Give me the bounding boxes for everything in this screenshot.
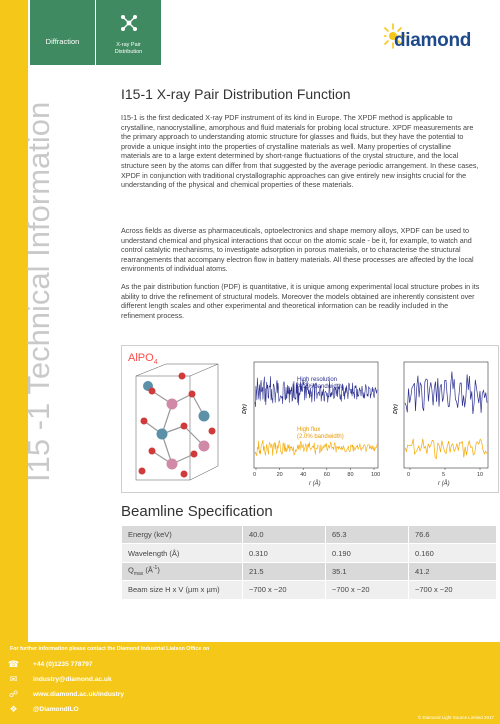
quantitative-paragraph: As the pair distribution function (PDF) is quantitative, it is unique among experimental local structure probes in its ability to drive the refinement of structural models. Moreover the models obtained are inherently consistent over different length scales and other experimental and theoretical information can be readily included in the refinement process.: [121, 282, 480, 320]
x-tick-label: 20: [276, 472, 283, 478]
spec-value: 21.5: [243, 562, 326, 580]
copyright-note: © Diamond Light Source Limited 2017: [417, 715, 494, 720]
spec-value: 0.190: [326, 544, 409, 562]
email-link: industry@diamond.ac.uk: [33, 676, 112, 683]
x-tick-label: 60: [323, 472, 330, 478]
spec-value: 65.3: [326, 526, 409, 544]
x-tick-label: 40: [300, 472, 307, 478]
compound-label: AlPO$_4$: [128, 352, 158, 367]
table-row: [122, 526, 497, 544]
spec-value: 40.0: [243, 526, 326, 544]
legend-high-flux-sub: (2.0% bandwidth): [297, 434, 344, 440]
y-axis-label-main: D(r): [242, 404, 248, 414]
x-tick-label: 0: [253, 472, 257, 478]
applications-paragraph: Across fields as diverse as pharmaceuticals, optoelectronics and shape memory alloys, XPDF can be used to understand chemical and physical interactions that occur on the atomic scale - be it, for example, to watch and control catalytic mechanisms, to investigate adsorption in porous materials, or to characterise the structural rearrangements that accompany electron flow in battery materials. All these processes are affected by the local environments of individual atoms.: [121, 226, 474, 274]
email-row[interactable]: [8, 673, 112, 686]
diffraction-tile[interactable]: [30, 0, 95, 65]
table-row: [122, 581, 497, 599]
beamline-spec-table: [121, 525, 497, 600]
contact-footer: [0, 642, 500, 724]
table-row: [122, 544, 497, 562]
phone-icon: ☎: [7, 659, 20, 669]
web-link: www.diamond.ac.uk/industry: [33, 691, 124, 698]
spec-label: $Q_{max}$ $(Å^{-1})$: [122, 562, 243, 580]
web-row[interactable]: [8, 688, 124, 701]
spec-title: Beamline Specification: [121, 503, 273, 520]
legend-high-flux: High flux: [297, 427, 321, 433]
twitter-icon: ❖: [9, 704, 18, 714]
crystal-structure-image: [136, 364, 218, 480]
spec-value: 0.160: [409, 544, 497, 562]
spec-label: Beam size H x V (µm x µm): [122, 581, 243, 599]
phone-number: +44 (0)1235 778797: [33, 661, 93, 668]
table-row: [122, 562, 497, 580]
xpdf-label: X-ray Pair Distribution: [114, 42, 143, 55]
high-flux-zoom-trace: [405, 439, 487, 459]
figure-graphics: [122, 346, 498, 492]
x-tick-label: 0: [407, 472, 411, 478]
high-flux-trace: [255, 440, 377, 456]
spec-value: ~700 x ~20: [409, 581, 497, 599]
spec-label: Wavelength (Å): [122, 544, 243, 562]
diffraction-label: Diffraction: [45, 37, 80, 46]
twitter-row[interactable]: [8, 703, 79, 716]
intro-paragraph: I15-1 is the first dedicated X-ray PDF instrument of its kind in Europe. The XPDF method is applicable to crystalline, nanocrystalline, amorphous and fluid materials for probing local structure. XPDF measurements are the primary approach to understanding atomic structure for glasses and fluids, but they have the potential to provide a unique insight into the properties of crystalline materials as well. Many properties of crystalline materials are to a large extent determined by short-range fluctuations of the crystal structure, and the local structure seen by the atoms can differ from that suggested by the average periodic arrangement. In these cases, XPDF in conjunction with traditional crystallographic approaches can give entirely new insights crucial for the understanding of the physical and chemical properties of these materials.: [121, 113, 479, 190]
page-title: I15-1 X-ray Pair Distribution Function: [121, 86, 351, 102]
spec-value: 35.1: [326, 562, 409, 580]
phone-row[interactable]: [8, 658, 93, 671]
spec-value: 41.2: [409, 562, 497, 580]
globe-icon: ☍: [8, 689, 19, 699]
high-res-zoom-trace: [405, 372, 487, 415]
spec-value: 76.6: [409, 526, 497, 544]
x-tick-label: 80: [347, 472, 354, 478]
x-tick-label: 100: [371, 472, 381, 478]
vertical-side-title: I15 -1 Technical Information: [21, 101, 56, 482]
legend-high-res-sub: (0.2% bandwidth): [297, 384, 344, 390]
y-axis-label-zoom: D(r): [393, 404, 399, 414]
x-tick-label: 10: [477, 472, 484, 478]
pdf-main-plot: [242, 362, 380, 487]
legend-high-res: High resolution: [297, 377, 338, 383]
x-axis-label-main: r (Å): [309, 481, 321, 487]
spec-label: Energy (keV): [122, 526, 243, 544]
email-icon: ✉: [9, 674, 18, 684]
logo-wordmark: diamond: [394, 30, 472, 51]
network-icon: [120, 14, 138, 32]
footer-heading: For further information please contact the Diamond Industrial Liaison Office on: [10, 646, 210, 652]
twitter-handle: @DiamondILO: [33, 706, 79, 713]
pdf-zoom-plot: [393, 362, 488, 487]
x-axis-label-zoom: r (Å): [438, 481, 450, 487]
spec-value: 0.310: [243, 544, 326, 562]
spec-value: ~700 x ~20: [243, 581, 326, 599]
pdf-figure: [121, 345, 499, 493]
spec-value: ~700 x ~20: [326, 581, 409, 599]
x-tick-label: 5: [442, 472, 446, 478]
xpdf-tile[interactable]: [96, 0, 161, 65]
